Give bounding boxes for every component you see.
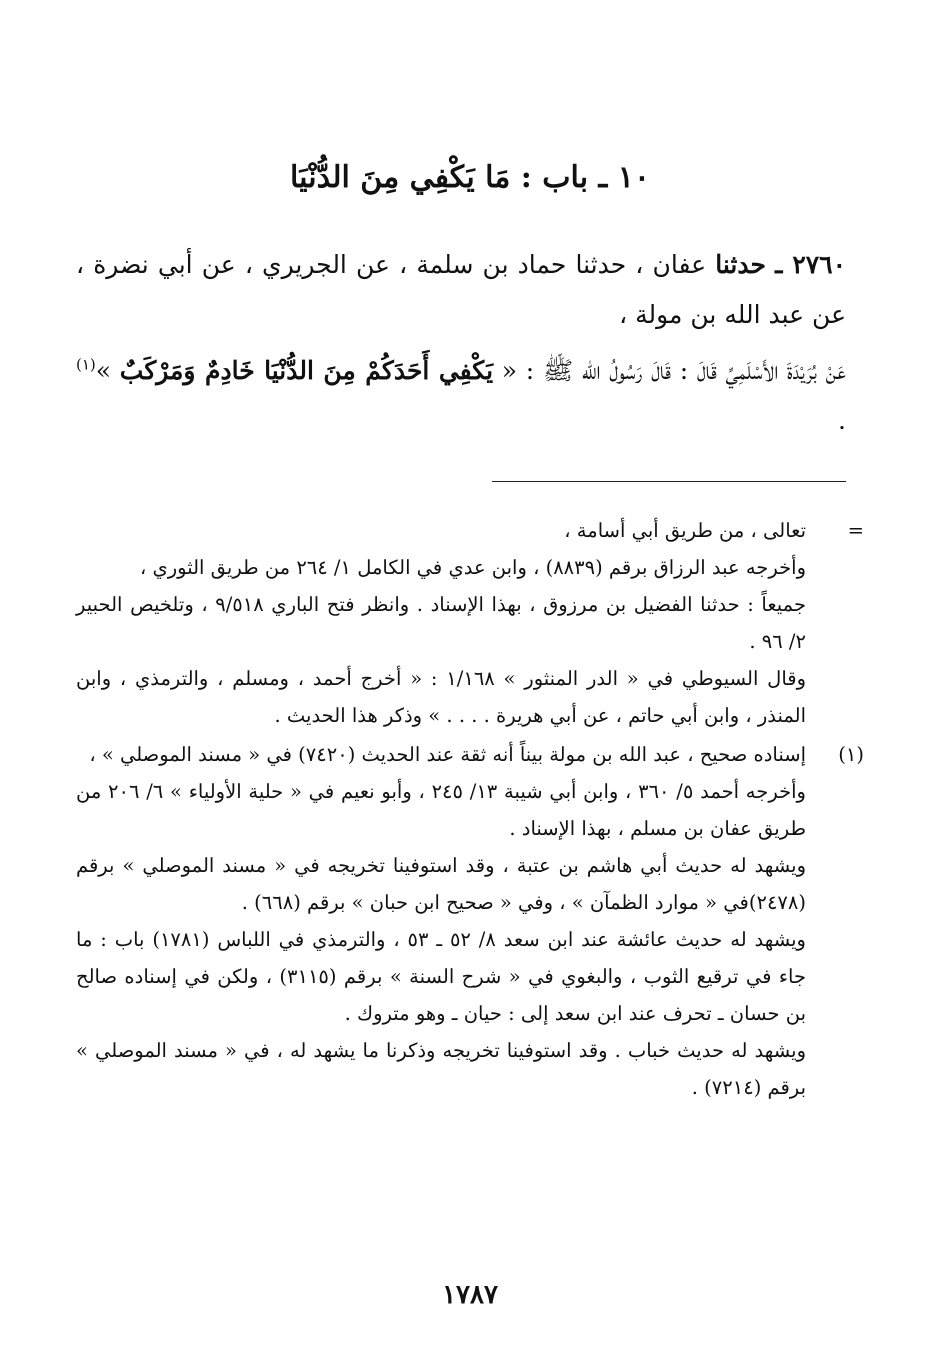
matn-paragraph	[76, 346, 846, 446]
continuation-marker: =	[847, 519, 864, 542]
haddathana-word: حدثنا	[715, 250, 766, 279]
footnote-marker: (١)	[838, 743, 864, 766]
footnote-paragraph: ويشهد له حديث خباب . وقد استوفينا تخريجه وذكرنا ما يشهد له ، في « مسند الموصلي » برقم (٧٢١٤) .	[76, 1039, 806, 1099]
footnote-1	[76, 736, 864, 1106]
footnote-paragraph: تعالى ، من طريق أبي أسامة ،	[564, 519, 806, 542]
footnote-separator	[492, 481, 846, 482]
footnote-paragraph: وأخرجه عبد الرزاق برقم (٨٨٣٩) ، وابن عدي في الكامل ١/ ٢٦٤ من طريق الثوري ،	[139, 556, 806, 579]
footnote-paragraph: ويشهد له حديث عائشة عند ابن سعد ٨/ ٥٢ ـ ٥٣ ، والترمذي في اللباس (١٧٨١) باب : ما جاء في ترقيع الثوب ، والبغوي في « شرح السنة » برقم (٣١١٥) ، ولكن في إسناده صالح بن حسان ـ تحرف عند ابن سعد إلى : حيان ـ وهو متروك .	[76, 928, 806, 1025]
hadith-block	[76, 240, 846, 446]
footnote-body	[76, 736, 806, 1106]
footnote-reference[interactable]: (١)	[76, 355, 96, 374]
isnad-text: عفان ، حدثنا حماد بن سلمة ، عن الجريري ، عن أبي نضرة ، عن عبد الله بن مولة ،	[76, 250, 846, 329]
isnad-paragraph	[76, 240, 846, 340]
matn-text: يَكْفِي أَحَدَكُمْ مِنَ الدُّنْيَا خَادِمٌ وَمَرْكَبٌ	[119, 356, 494, 385]
footnote-paragraph: جميعاً : حدثنا الفضيل بن مرزوق ، بهذا الإسناد . وانظر فتح الباري ٩/٥١٨ ، وتلخيص الحبير ٢/ ٩٦ .	[76, 593, 806, 653]
chapter-title: ١٠ ـ باب : مَا يَكْفِي مِنَ الدُّنْيَا	[290, 160, 650, 195]
footnote-paragraph: وأخرجه أحمد ٥/ ٣٦٠ ، وابن أبي شيبة ١٣/ ٢٤٥ ، وأبو نعيم في « حلية الأولياء » ٦/ ٢٠٦ من طريق عفان بن مسلم ، بهذا الإسناد .	[76, 780, 806, 840]
footnote-paragraph: إسناده صحيح ، عبد الله بن مولة بيناً أنه ثقة عند الحديث (٧٤٢٠) في « مسند الموصلي » ،	[89, 743, 806, 766]
footnote-body	[76, 512, 806, 734]
footnotes-section	[76, 512, 864, 1108]
hadith-number: ٢٧٦٠ ـ	[775, 250, 847, 279]
matn-intro: عَنْ بُرَيْدَةَ الأَسْلَمِيِّ قَالَ : قَالَ رَسُولُ الله ﷺ : «	[501, 356, 846, 385]
footnote-paragraph: وقال السيوطي في « الدر المنثور » ١/١٦٨ : « أخرج أحمد ، ومسلم ، والترمذي ، وابن المنذر ، وابن أبي حاتم ، عن أبي هريرة . . . . » وذكر هذا الحديث .	[76, 667, 807, 727]
page-number: ١٧٨٧	[442, 1280, 498, 1310]
footnote-continued	[76, 512, 864, 734]
matn-close-quote: »	[95, 356, 112, 385]
matn-end: .	[838, 406, 846, 435]
footnote-paragraph: ويشهد له حديث أبي هاشم بن عتبة ، وقد استوفينا تخريجه في « مسند الموصلي » برقم (٢٤٧٨)في « موارد الظمآن » ، وفي « صحيح ابن حبان » برقم (٦٦٨) .	[76, 854, 806, 914]
